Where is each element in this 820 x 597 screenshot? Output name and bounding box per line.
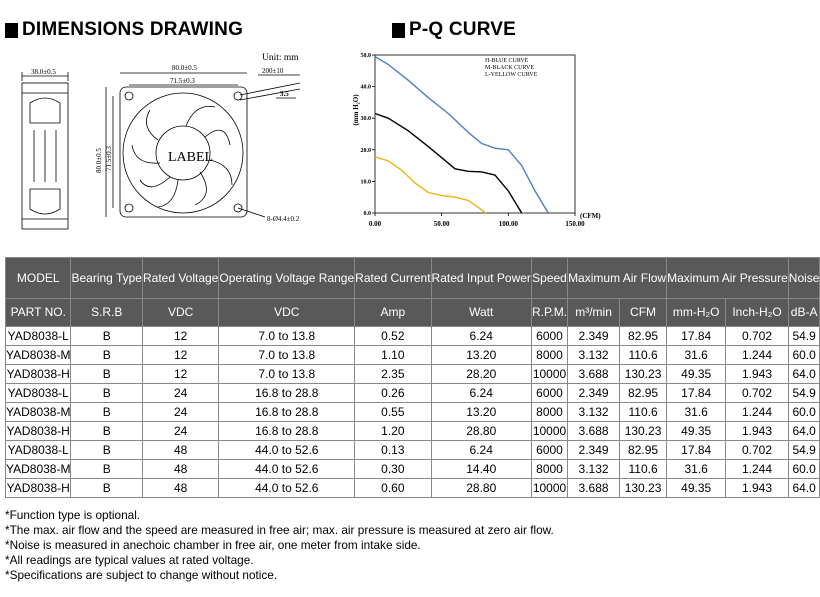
unit-label: Unit: mm (262, 53, 299, 63)
table-cell: 44.0 to 52.6 (219, 460, 355, 479)
table-cell: 0.702 (726, 441, 789, 460)
table-cell: 10000 (531, 365, 567, 384)
table-cell: 28.80 (431, 479, 531, 498)
th-air-flow: Maximum Air Flow (568, 258, 667, 299)
th-noise: Noise (788, 258, 820, 299)
table-cell: 17.84 (667, 441, 726, 460)
table-cell: B (71, 422, 143, 441)
th-rated-current: Rated Current (355, 258, 431, 299)
depth-dimension: 38.0±0.5 (31, 68, 56, 76)
table-cell: 0.30 (355, 460, 431, 479)
note-item: *The max. air flow and the speed are measured in free air; max. air pressure is measured at zero air flow. (5, 523, 554, 537)
legend-item-l: L-YELLOW CURVE (485, 72, 538, 78)
width-dimension: 80.0±0.5 (172, 64, 197, 72)
th2-rpm: R.P.M. (531, 299, 567, 327)
table-cell: 60.0 (788, 460, 820, 479)
legend-item-h: H-BLUE CURVE (485, 58, 529, 64)
table-cell: 16.8 to 28.8 (219, 422, 355, 441)
table-cell: B (71, 327, 143, 346)
th2-inchh2o: Inch-H₂O (726, 299, 789, 327)
table-cell: 10000 (531, 422, 567, 441)
y-tick-label: 10.0 (360, 179, 371, 186)
table-cell: 13.20 (431, 403, 531, 422)
table-cell: 82.95 (620, 384, 667, 403)
table-cell: 7.0 to 13.8 (219, 365, 355, 384)
y-tick-label: 40.0 (360, 84, 371, 91)
th2-dba: dB-A (788, 299, 820, 327)
legend-item-m: M-BLACK CURVE (485, 65, 535, 71)
table-cell: YAD8038-H (6, 422, 71, 441)
table-cell: 110.6 (620, 346, 667, 365)
table-cell: 3.132 (568, 346, 620, 365)
table-cell: 10000 (531, 479, 567, 498)
table-cell: 1.244 (726, 403, 789, 422)
table-cell: 3.688 (568, 479, 620, 498)
table-cell: YAD8038-H (6, 365, 71, 384)
series-line-h (375, 57, 548, 213)
x-tick-label: 50.00 (433, 220, 450, 228)
th2-mmh2o: mm-H₂O (667, 299, 726, 327)
th-rated-voltage: Rated Voltage (142, 258, 218, 299)
pq-chart (340, 45, 620, 235)
th2-watt: Watt (431, 299, 531, 327)
table-cell: 0.55 (355, 403, 431, 422)
table-cell: 49.35 (667, 365, 726, 384)
table-cell: 130.23 (620, 422, 667, 441)
table-cell: 82.95 (620, 327, 667, 346)
x-tick-label: 100.00 (498, 220, 518, 228)
th2-m3min: m³/min (568, 299, 620, 327)
th2-vdc: VDC (142, 299, 218, 327)
table-row (6, 460, 820, 479)
table-cell: 0.13 (355, 441, 431, 460)
x-axis-label: (CFM) (580, 212, 601, 220)
lead-length-dimension: 200±10 (262, 67, 284, 75)
table-cell: 1.943 (726, 422, 789, 441)
table-cell: 31.6 (667, 346, 726, 365)
fan-side-view (22, 72, 68, 229)
table-cell: 17.84 (667, 384, 726, 403)
table-cell: 1.10 (355, 346, 431, 365)
table-cell: 3.688 (568, 422, 620, 441)
table-cell: 48 (142, 479, 218, 498)
th-rated-power: Rated Input Power (431, 258, 531, 299)
table-cell: 3.132 (568, 403, 620, 422)
table-cell: 130.23 (620, 479, 667, 498)
y-axis-label: (mm H₂O) (352, 94, 360, 126)
table-cell: 12 (142, 327, 218, 346)
note-item: *All readings are typical values at rated voltage. (5, 553, 254, 567)
table-cell: 2.35 (355, 365, 431, 384)
table-cell: 7.0 to 13.8 (219, 346, 355, 365)
th-speed: Speed (531, 258, 567, 299)
series-line-l (375, 157, 486, 213)
table-row (6, 346, 820, 365)
x-tick-label: 0.00 (368, 220, 382, 228)
table-cell: 130.23 (620, 365, 667, 384)
th-model: MODEL (6, 258, 71, 299)
table-cell: 16.8 to 28.8 (219, 384, 355, 403)
table-cell: 64.0 (788, 479, 820, 498)
th-operating-voltage: Operating Voltage Range (219, 258, 355, 299)
table-cell: B (71, 365, 143, 384)
table-cell: 6000 (531, 441, 567, 460)
x-tick-label: 150.00 (565, 220, 585, 228)
table-cell: 1.244 (726, 346, 789, 365)
y-tick-label: 20.0 (360, 147, 371, 154)
table-cell: 1.20 (355, 422, 431, 441)
table-cell: YAD8038-M (6, 460, 71, 479)
table-row (6, 384, 820, 403)
dimensions-drawing (0, 45, 335, 235)
th2-amp: Amp (355, 299, 431, 327)
plot-frame (375, 55, 575, 213)
table-row (6, 479, 820, 498)
table-cell: B (71, 346, 143, 365)
table-cell: YAD8038-L (6, 384, 71, 403)
table-cell: 49.35 (667, 422, 726, 441)
notes (5, 508, 554, 583)
table-cell: 54.9 (788, 441, 820, 460)
table-cell: 54.9 (788, 384, 820, 403)
table-cell: 8000 (531, 403, 567, 422)
table-cell: 44.0 to 52.6 (219, 441, 355, 460)
table-cell: 48 (142, 441, 218, 460)
table-cell: B (71, 460, 143, 479)
table-cell: YAD8038-L (6, 441, 71, 460)
table-row (6, 403, 820, 422)
y-tick-label: 30.0 (360, 116, 371, 123)
table-cell: 64.0 (788, 422, 820, 441)
table-cell: 6.24 (431, 327, 531, 346)
table-cell: 17.84 (667, 327, 726, 346)
table-cell: 0.702 (726, 327, 789, 346)
table-cell: 1.244 (726, 460, 789, 479)
table-cell: 0.702 (726, 384, 789, 403)
table-cell: 28.20 (431, 365, 531, 384)
table-cell: 24 (142, 422, 218, 441)
th2-part-no: PART NO. (6, 299, 71, 327)
note-item: *Specifications are subject to change without notice. (5, 568, 278, 582)
table-cell: 31.6 (667, 460, 726, 479)
table-cell: 3.132 (568, 460, 620, 479)
y-tick-label: 50.0 (360, 53, 371, 59)
table-cell: 6000 (531, 384, 567, 403)
th2-cfm: CFM (620, 299, 667, 327)
dimensions-title: DIMENSIONS DRAWING (5, 19, 243, 41)
table-cell: 16.8 to 28.8 (219, 403, 355, 422)
table-cell: 28.80 (431, 422, 531, 441)
spec-table (5, 257, 820, 498)
table-cell: YAD8038-M (6, 346, 71, 365)
table-cell: 24 (142, 384, 218, 403)
table-cell: 3.688 (568, 365, 620, 384)
pq-series (375, 57, 548, 213)
th2-vdc-range: VDC (219, 299, 355, 327)
hole-spec-dimension: 8-Ø4.4±0.2 (267, 215, 300, 223)
table-cell: 54.9 (788, 327, 820, 346)
table-cell: 60.0 (788, 403, 820, 422)
pq-legend (485, 58, 538, 78)
th-air-pressure: Maximum Air Pressure (667, 258, 789, 299)
table-cell: 1.943 (726, 365, 789, 384)
title-square-icon (5, 23, 18, 38)
table-cell: 7.0 to 13.8 (219, 327, 355, 346)
table-cell: YAD8038-L (6, 327, 71, 346)
table-cell: 49.35 (667, 479, 726, 498)
table-cell: 12 (142, 346, 218, 365)
table-row (6, 365, 820, 384)
table-cell: 14.40 (431, 460, 531, 479)
table-row (6, 327, 820, 346)
table-cell: 110.6 (620, 403, 667, 422)
pq-curve-title: P-Q CURVE (392, 19, 516, 41)
y-tick-label: 0.0 (363, 211, 371, 217)
height-dimension: 80.0±0.5 (95, 148, 103, 173)
table-cell: B (71, 384, 143, 403)
table-cell: 2.349 (568, 384, 620, 403)
th-bearing: Bearing Type (71, 258, 143, 299)
pq-axes (361, 53, 586, 228)
table-cell: 0.26 (355, 384, 431, 403)
table-cell: 110.6 (620, 460, 667, 479)
label-text: LABEL (168, 150, 214, 165)
table-cell: 8000 (531, 460, 567, 479)
table-cell: 8000 (531, 346, 567, 365)
table-cell: 6.24 (431, 441, 531, 460)
table-cell: B (71, 441, 143, 460)
table-cell: 82.95 (620, 441, 667, 460)
hole-spacing-dimension: 71.5±0.3 (170, 77, 195, 85)
table-cell: 31.6 (667, 403, 726, 422)
fan-front-view (106, 73, 300, 217)
table-cell: YAD8038-H (6, 479, 71, 498)
table-cell: 6000 (531, 327, 567, 346)
table-row (6, 422, 820, 441)
note-item: *Noise is measured in anechoic chamber in free air, one meter from intake side. (5, 538, 421, 552)
table-cell: 24 (142, 403, 218, 422)
th2-srb: S.R.B (71, 299, 143, 327)
note-item: *Function type is optional. (5, 508, 141, 522)
table-row (6, 441, 820, 460)
table-cell: 2.349 (568, 327, 620, 346)
table-cell: YAD8038-M (6, 403, 71, 422)
table-cell: B (71, 403, 143, 422)
table-cell: 13.20 (431, 346, 531, 365)
table-cell: 48 (142, 460, 218, 479)
table-cell: 2.349 (568, 441, 620, 460)
lead-strip-dimension: 3.5 (280, 90, 289, 98)
table-cell: 12 (142, 365, 218, 384)
table-cell: 6.24 (431, 384, 531, 403)
height-holes-dimension: 71.5±0.3 (105, 146, 113, 171)
table-cell: 1.943 (726, 479, 789, 498)
series-line-m (375, 114, 522, 214)
table-cell: 64.0 (788, 365, 820, 384)
table-cell: 60.0 (788, 346, 820, 365)
title-square-icon (392, 23, 405, 38)
table-cell: 44.0 to 52.6 (219, 479, 355, 498)
table-cell: 0.52 (355, 327, 431, 346)
table-cell: 0.60 (355, 479, 431, 498)
table-cell: B (71, 479, 143, 498)
